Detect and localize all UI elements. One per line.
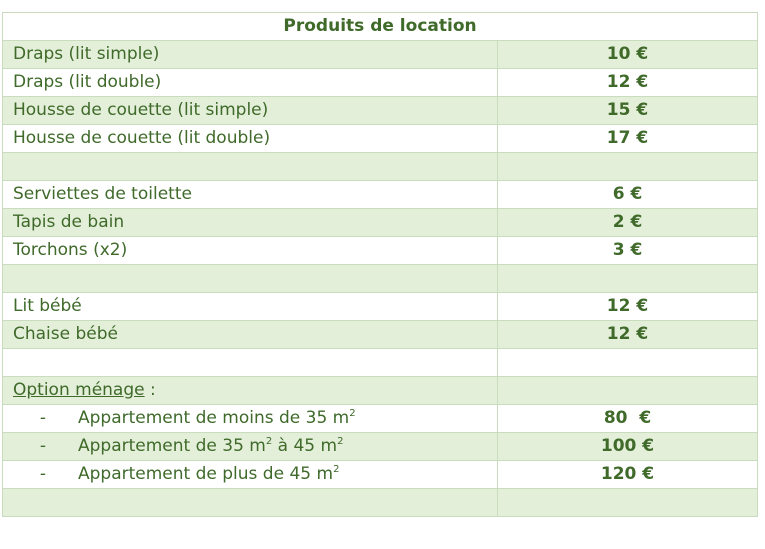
option-heading-colon: : — [144, 380, 156, 400]
item-label: Draps (lit double) — [3, 69, 498, 97]
option-label — [3, 433, 498, 461]
item-label: Housse de couette (lit double) — [3, 125, 498, 153]
option-heading — [3, 377, 498, 405]
option-price: 100 € — [498, 433, 758, 461]
item-price: 12 € — [498, 321, 758, 349]
item-label: Chaise bébé — [3, 321, 498, 349]
empty-cell — [498, 489, 758, 517]
item-price: 15 € — [498, 97, 758, 125]
item-label: Lit bébé — [3, 293, 498, 321]
item-label: Serviettes de toilette — [3, 181, 498, 209]
item-label: Torchons (x2) — [3, 237, 498, 265]
spacer-row — [3, 265, 758, 293]
empty-cell — [498, 349, 758, 377]
empty-cell — [3, 153, 498, 181]
empty-cell — [3, 489, 498, 517]
option-heading-row — [3, 377, 758, 405]
option-text: Appartement de plus de 45 m — [78, 464, 334, 484]
bullet-dash: - — [39, 408, 47, 428]
option-row — [3, 433, 758, 461]
superscript: 2 — [265, 436, 273, 447]
option-label — [3, 405, 498, 433]
table-row — [3, 237, 758, 265]
empty-cell — [498, 153, 758, 181]
option-row — [3, 461, 758, 489]
spacer-row — [3, 349, 758, 377]
item-price: 12 € — [498, 69, 758, 97]
table-row — [3, 125, 758, 153]
option-row — [3, 405, 758, 433]
option-text: Appartement de moins de 35 m — [78, 408, 350, 428]
item-price: 10 € — [498, 41, 758, 69]
item-label: Tapis de bain — [3, 209, 498, 237]
option-price: 120 € — [498, 461, 758, 489]
superscript: 2 — [349, 408, 356, 419]
item-label: Housse de couette (lit simple) — [3, 97, 498, 125]
empty-cell — [498, 377, 758, 405]
item-label: Draps (lit simple) — [3, 41, 498, 69]
option-text-tail: à 45 m — [272, 436, 338, 456]
spacer-row — [3, 489, 758, 517]
bullet-dash: - — [39, 436, 47, 456]
option-price: 80 € — [498, 405, 758, 433]
table-row — [3, 209, 758, 237]
table-row — [3, 181, 758, 209]
item-price: 17 € — [498, 125, 758, 153]
item-price: 3 € — [498, 237, 758, 265]
table-row — [3, 97, 758, 125]
superscript: 2 — [337, 436, 344, 447]
bullet-dash: - — [39, 464, 47, 484]
option-text: Appartement de 35 m — [78, 436, 266, 456]
item-price: 12 € — [498, 293, 758, 321]
empty-cell — [3, 265, 498, 293]
empty-cell — [498, 265, 758, 293]
item-price: 6 € — [498, 181, 758, 209]
table-row — [3, 69, 758, 97]
rental-products-table — [2, 12, 758, 517]
empty-cell — [3, 349, 498, 377]
table-row — [3, 41, 758, 69]
option-heading-text: Option ménage — [13, 380, 145, 400]
item-price: 2 € — [498, 209, 758, 237]
superscript: 2 — [333, 464, 340, 475]
option-label — [3, 461, 498, 489]
table-row — [3, 321, 758, 349]
spacer-row — [3, 153, 758, 181]
table-row — [3, 293, 758, 321]
table-title: Produits de location — [3, 13, 758, 41]
table-header-row — [3, 13, 758, 41]
